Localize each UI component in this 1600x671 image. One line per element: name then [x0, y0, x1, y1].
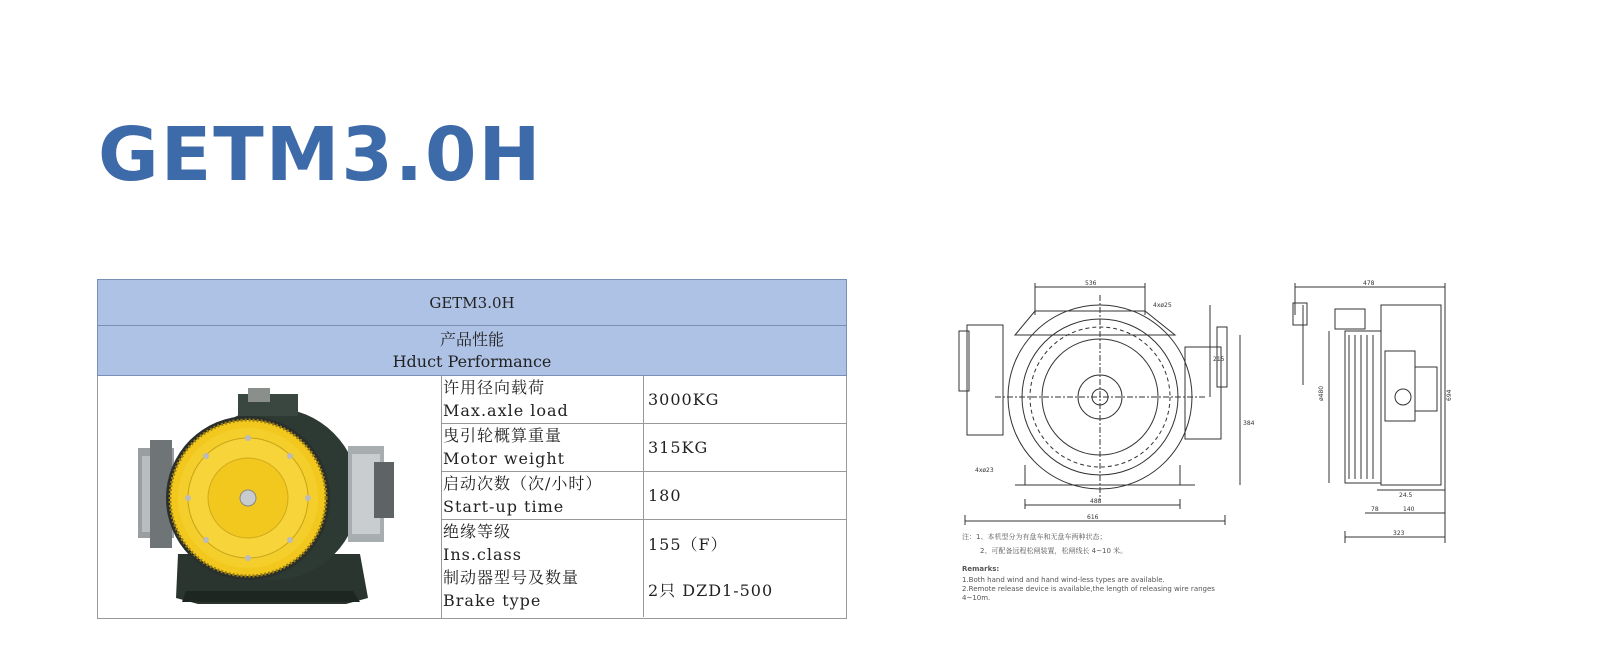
front-view-drawing — [955, 275, 1255, 530]
dim-h1: 215 — [1213, 356, 1225, 363]
dim-total: 616 — [1087, 514, 1099, 521]
row-value-group — [648, 520, 773, 631]
table-row — [442, 424, 847, 472]
side-dim-d1: 24.5 — [1399, 492, 1413, 499]
row-label-cn: 曳引轮概算重量 — [443, 426, 563, 445]
remarks-title: Remarks: — [962, 565, 1000, 573]
row-label-en: Motor weight — [443, 449, 566, 468]
spec-table — [97, 279, 847, 619]
section-title-cn: 产品性能 — [439, 330, 504, 349]
row-label-cn: 许用径向载荷 — [443, 378, 546, 397]
row-label-en: Start-up time — [443, 497, 565, 516]
row-label-en: Max.axle load — [443, 401, 569, 420]
row-label-cn: 启动次数（次/小时） — [443, 474, 603, 493]
section-title-en: Hduct Performance — [392, 352, 552, 371]
row-label — [442, 520, 644, 617]
side-dim-h: 694 — [1446, 389, 1453, 401]
note-cn-1: 注：1、本机型分为有盘车和无盘车两种状态； — [962, 533, 1107, 541]
side-dim-dia: ø480 — [1318, 385, 1325, 401]
dim-h2: 384 — [1243, 420, 1255, 427]
table-section-header — [97, 326, 847, 376]
note-en-1: 1.Both hand wind and hand wind-less types are available. — [962, 576, 1165, 584]
row-label — [442, 424, 644, 471]
motor-photo — [98, 376, 442, 618]
row-label-cn: 绝缘等级 — [443, 522, 512, 541]
dim-top: 536 — [1085, 280, 1097, 287]
traction-machine-image — [98, 376, 442, 618]
row-value: 155（F） — [648, 535, 728, 554]
side-dim-d4: 323 — [1393, 530, 1405, 537]
table-row — [442, 376, 847, 424]
row-label — [442, 376, 644, 423]
row-label-en: Ins.class — [443, 545, 522, 564]
side-view-drawing — [1285, 275, 1455, 545]
note-cn-2: 2、可配备远程松闸装置，松闸线长 4~10 米。 — [980, 547, 1128, 555]
note-en-2: 2.Remote release device is available,the length of releasing wire ranges 4~10m. — [962, 585, 1215, 602]
page-title: GETM3.0H — [98, 112, 543, 198]
row-value: 180 — [648, 486, 682, 505]
table-model-header: GETM3.0H — [97, 279, 847, 326]
row-value: 3000KG — [648, 390, 720, 409]
row-label-cn: 制动器型号及数量 — [443, 568, 580, 587]
dim-base: 488 — [1090, 498, 1102, 505]
drawing-notes — [962, 530, 1222, 603]
row-label — [442, 472, 644, 519]
row-label-en: Brake type — [443, 591, 542, 610]
table-body — [97, 376, 847, 619]
row-value: 2只 DZD1-500 — [648, 581, 774, 600]
side-dim-d3: 140 — [1403, 506, 1415, 513]
table-row — [442, 520, 847, 617]
side-dim-d2: 78 — [1371, 506, 1379, 513]
table-row — [442, 472, 847, 520]
dim-bottom-hole: 4xø23 — [975, 467, 994, 474]
dim-hole: 4xø25 — [1153, 302, 1172, 309]
row-value: 315KG — [648, 438, 709, 457]
side-dim-top: 478 — [1363, 280, 1375, 287]
